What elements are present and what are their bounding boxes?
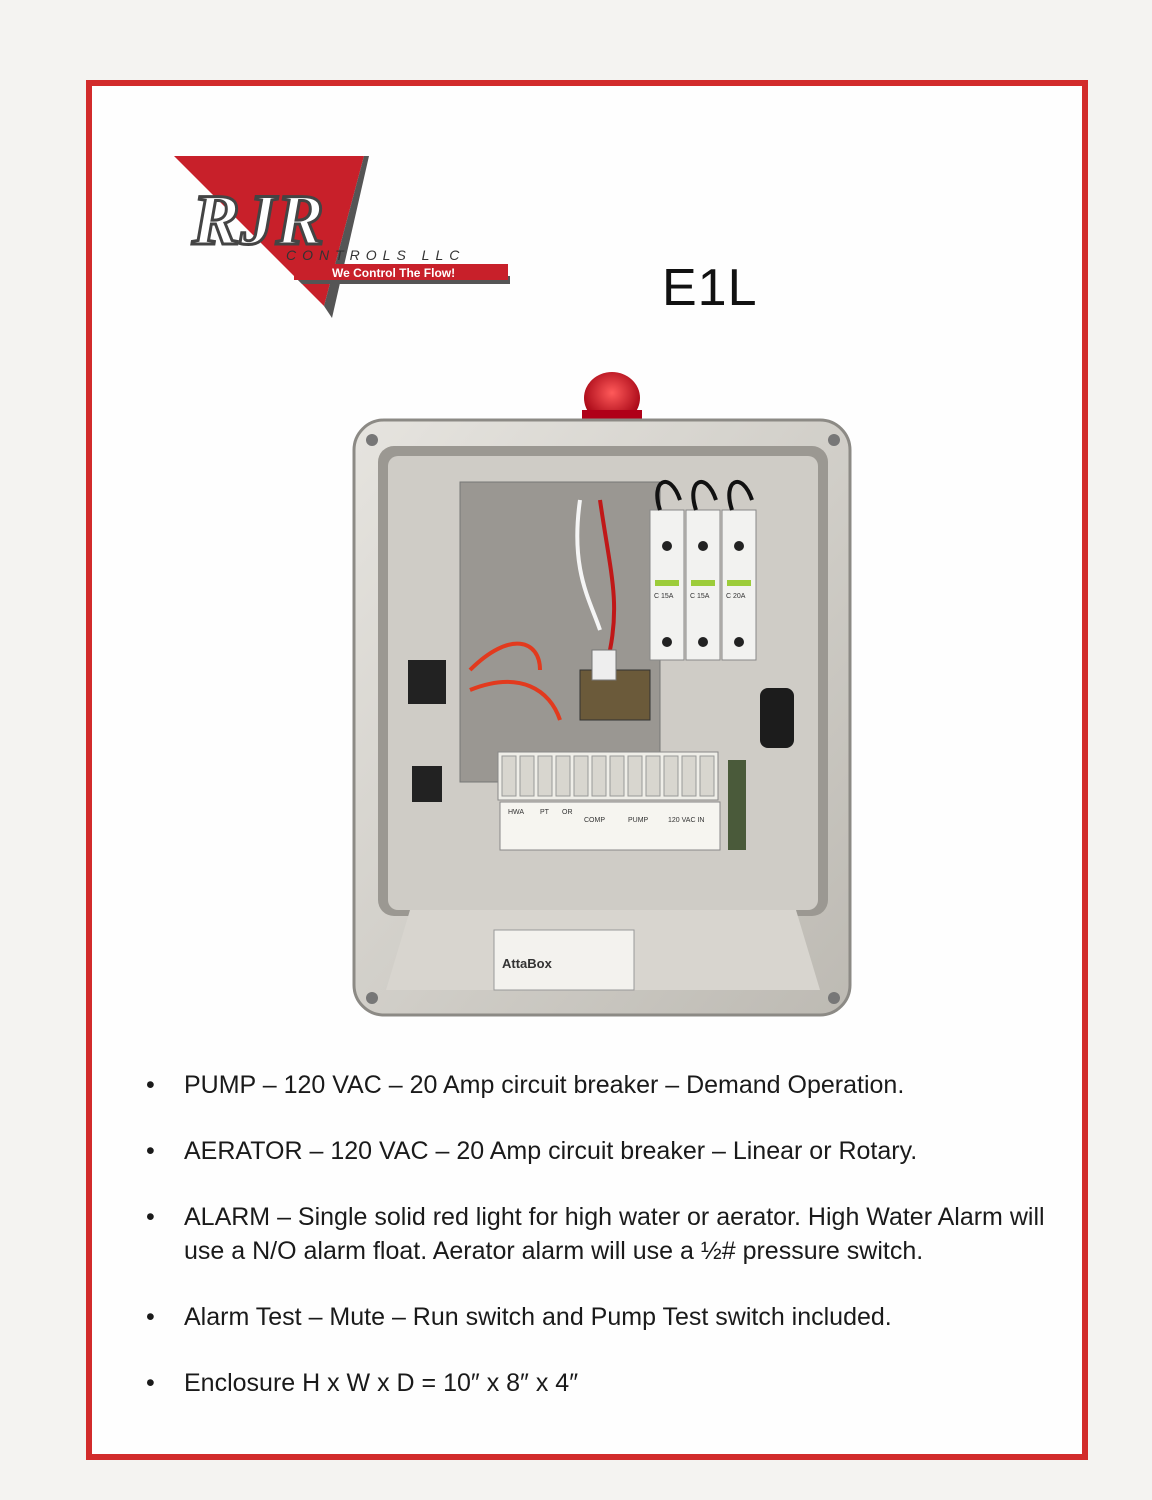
feature-text: AERATOR – 120 VAC – 20 Amp circuit breaker – Linear or Rotary. (184, 1137, 918, 1165)
rjr-logo (174, 156, 510, 326)
feature-item (138, 1068, 1078, 1102)
bullet-icon: • (146, 1203, 155, 1231)
feature-item (138, 1366, 1078, 1400)
circuit-breakers (650, 510, 756, 660)
bullet-icon: • (146, 1071, 155, 1099)
panel-label-or: OR (562, 809, 573, 816)
breaker-label-3: C 20A (726, 593, 746, 600)
feature-list (138, 1068, 1078, 1432)
logo-sub-text: CONTROLS LLC (286, 247, 466, 263)
feature-text: PUMP – 120 VAC – 20 Amp circuit breaker – Demand Operation. (184, 1071, 905, 1099)
document-frame (86, 80, 1088, 1460)
control-panel-photo (350, 370, 855, 1020)
feature-text: Enclosure H x W x D = 10″ x 8″ x 4″ (184, 1369, 579, 1397)
feature-text: ALARM – Single solid red light for high water or aerator. High Water Alarm will use a N/O alarm float. Aerator alarm will use a ½# pressure switch. (184, 1203, 1045, 1265)
feature-text: Alarm Test – Mute – Run switch and Pump Test switch included. (184, 1303, 892, 1331)
panel-label-hwa: HWA (508, 809, 525, 816)
panel-label-pt: PT (540, 809, 549, 816)
panel-label-comp: COMP (584, 817, 605, 824)
breaker-label-1: C 15A (654, 593, 674, 600)
panel-label-vac-in: 120 VAC IN (668, 817, 705, 824)
feature-item (138, 1300, 1078, 1334)
bullet-icon: • (146, 1303, 155, 1331)
pump-test-switch (412, 766, 442, 802)
bullet-icon: • (146, 1137, 155, 1165)
back-plate (460, 482, 660, 782)
feature-item (138, 1134, 1078, 1168)
relay (760, 688, 794, 748)
alarm-beacon (582, 372, 642, 424)
logo-tagline: We Control The Flow! (332, 266, 456, 280)
breaker-label-2: C 15A (690, 593, 710, 600)
panel-label-pump: PUMP (628, 817, 649, 824)
model-title: E1L (662, 259, 758, 317)
feature-item (138, 1200, 1078, 1268)
nameplate-text: AttaBox (502, 956, 552, 971)
logo-brand-text: RJR (192, 180, 325, 260)
bullet-icon: • (146, 1369, 155, 1397)
alarm-test-switch (408, 660, 446, 704)
ground-bar (728, 760, 746, 850)
